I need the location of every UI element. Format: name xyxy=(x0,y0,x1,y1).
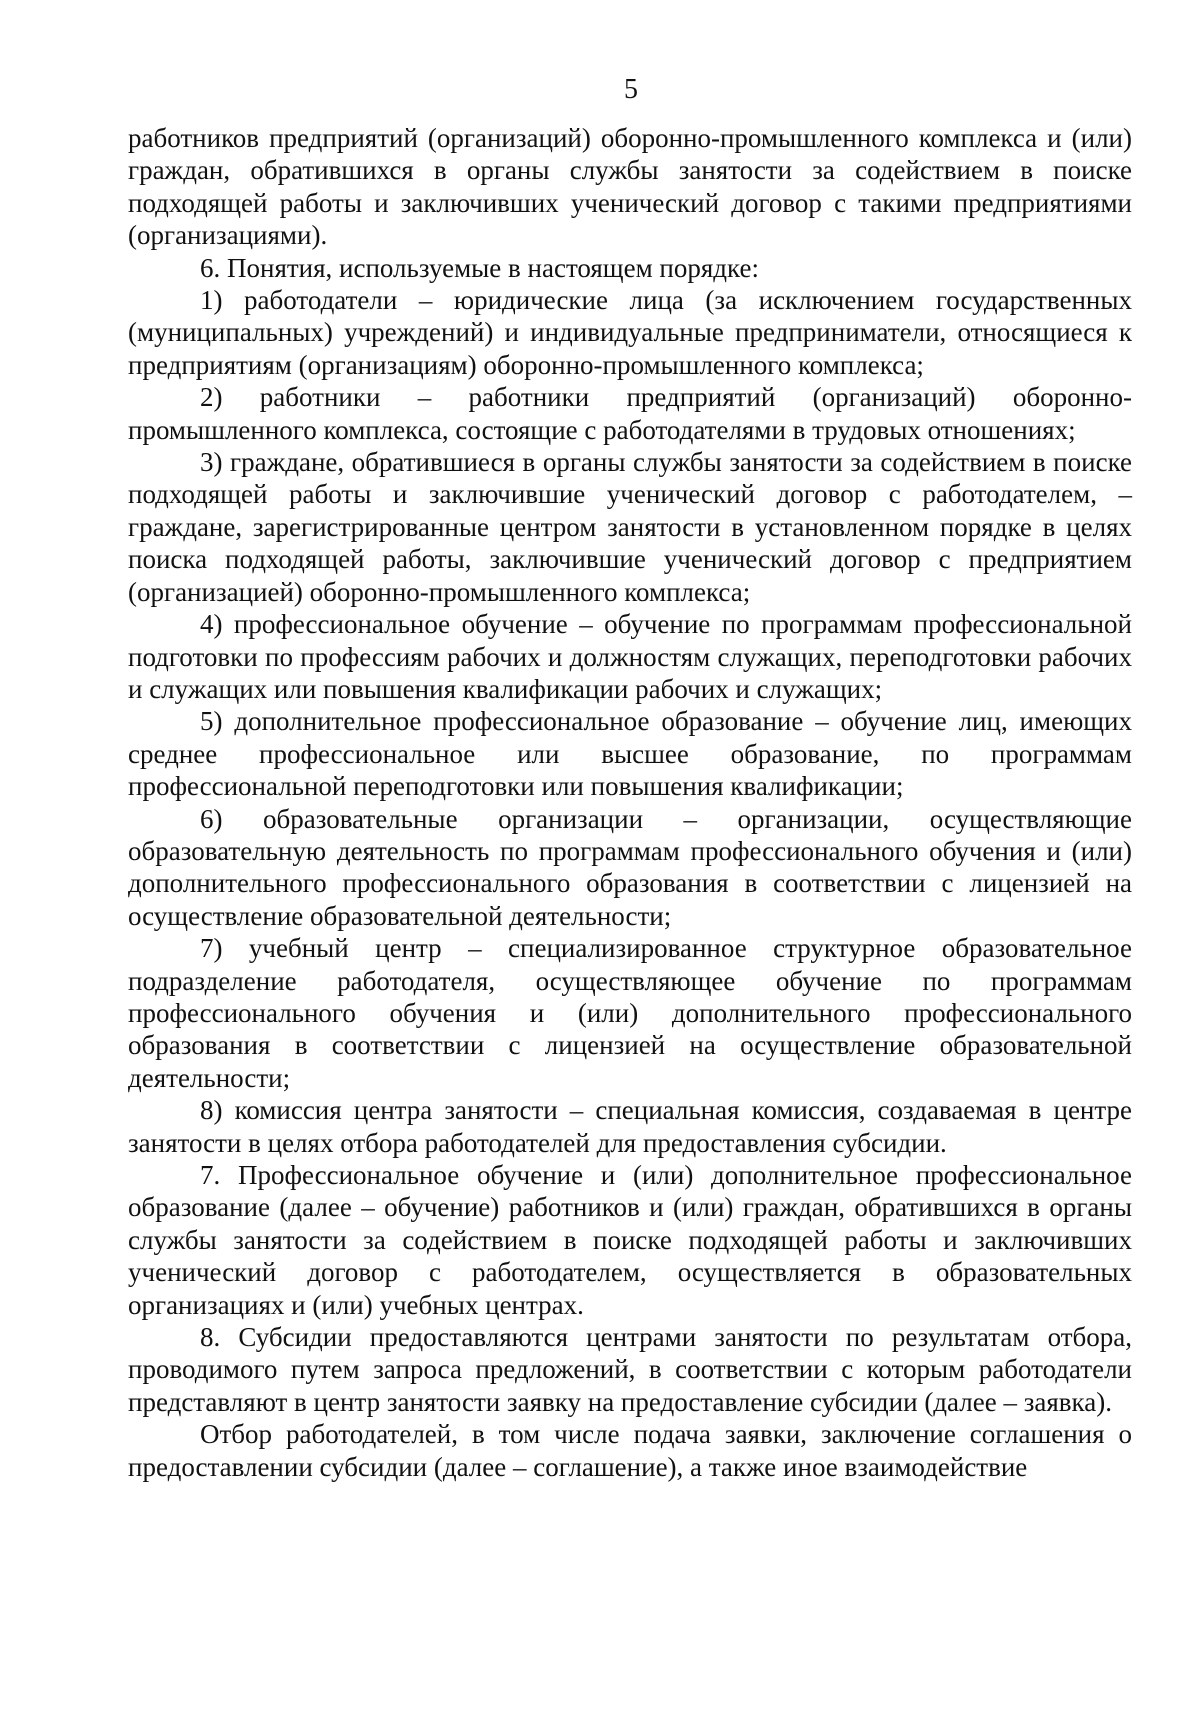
definition-educational-organizations: 6) образовательные организации – организации, осуществляющие образовательную деятельность по программам профессионального обучения и (или) дополнительного профессионального образования в соответствии с лицензией на осуществление образовательной деятельности; xyxy=(128,803,1132,931)
definition-training-center: 7) учебный центр – специализированное структурное образовательное подразделение работодателя, осуществляющее обучение по программам профессионального обучения и (или) дополнительного профессионального образования в соответствии с лицензией на осуществление образовательной деятельности; xyxy=(128,933,1132,1093)
definition-employers: 1) работодатели – юридические лица (за исключением государственных (муниципальных) учреждений) и индивидуальные предприниматели, относящиеся к предприятиям (организациям) оборонно-промышленного комплекса; xyxy=(128,285,1132,380)
definition-additional-education: 5) дополнительное профессиональное образование – обучение лиц, имеющих среднее профессиональное или высшее образование, по программам профессиональной переподготовки или повышения квалификации; xyxy=(128,706,1132,802)
definition-professional-training: 4) профессиональное обучение – обучение по программам профессиональной подготовки по профессиям рабочих и должностям служащих, переподготовки рабочих и служащих или повышения квалификации рабочих и служащих; xyxy=(128,609,1132,704)
definition-commission: 8) комиссия центра занятости – специальная комиссия, создаваемая в центре занятости в целях отбора работодателей для предоставления субсидии. xyxy=(128,1095,1132,1158)
paragraph-item-7: 7. Профессиональное обучение и (или) дополнительное профессиональное образование (далее – обучение) работников и (или) граждан, обратившихся в органы службы занятости за содействием в поиске подходящей работы и заключивших ученический договор с работодателем, осуществляется в образовательных организациях и (или) учебных центрах. xyxy=(128,1160,1132,1320)
definition-employees: 2) работники – работники предприятий (организаций) оборонно-промышленного комплекса, состоящие с работодателями в трудовых отношениях; xyxy=(128,382,1132,445)
document-body xyxy=(128,122,1132,1483)
page-number: 5 xyxy=(624,74,638,105)
paragraph-item-6: 6. Понятия, используемые в настоящем порядке: xyxy=(200,252,759,283)
definition-citizens: 3) граждане, обратившиеся в органы службы занятости за содействием в поиске подходящей работы и заключившие ученический договор с работодателем, – граждане, зарегистрированные центром занятости в установленном порядке в целях поиска подходящей работы, заключившие ученический договор с предприятием (организацией) оборонно-промышленного комплекса; xyxy=(128,447,1132,607)
paragraph-item-8: 8. Субсидии предоставляются центрами занятости по результатам отбора, проводимого путем запроса предложений, в соответствии с которым работодатели представляют в центр занятости заявку на предоставление субсидии (далее – заявка). xyxy=(128,1322,1132,1417)
paragraph-selection: Отбор работодателей, в том числе подача заявки, заключение соглашения о предоставлении субсидии (далее – соглашение), а также иное взаимодействие xyxy=(128,1419,1132,1482)
paragraph-continuation: работников предприятий (организаций) оборонно-промышленного комплекса и (или) граждан, обратившихся в органы службы занятости за содействием в поиске подходящей работы и заключивших ученический договор с такими предприятиями (организациями). xyxy=(128,123,1132,251)
